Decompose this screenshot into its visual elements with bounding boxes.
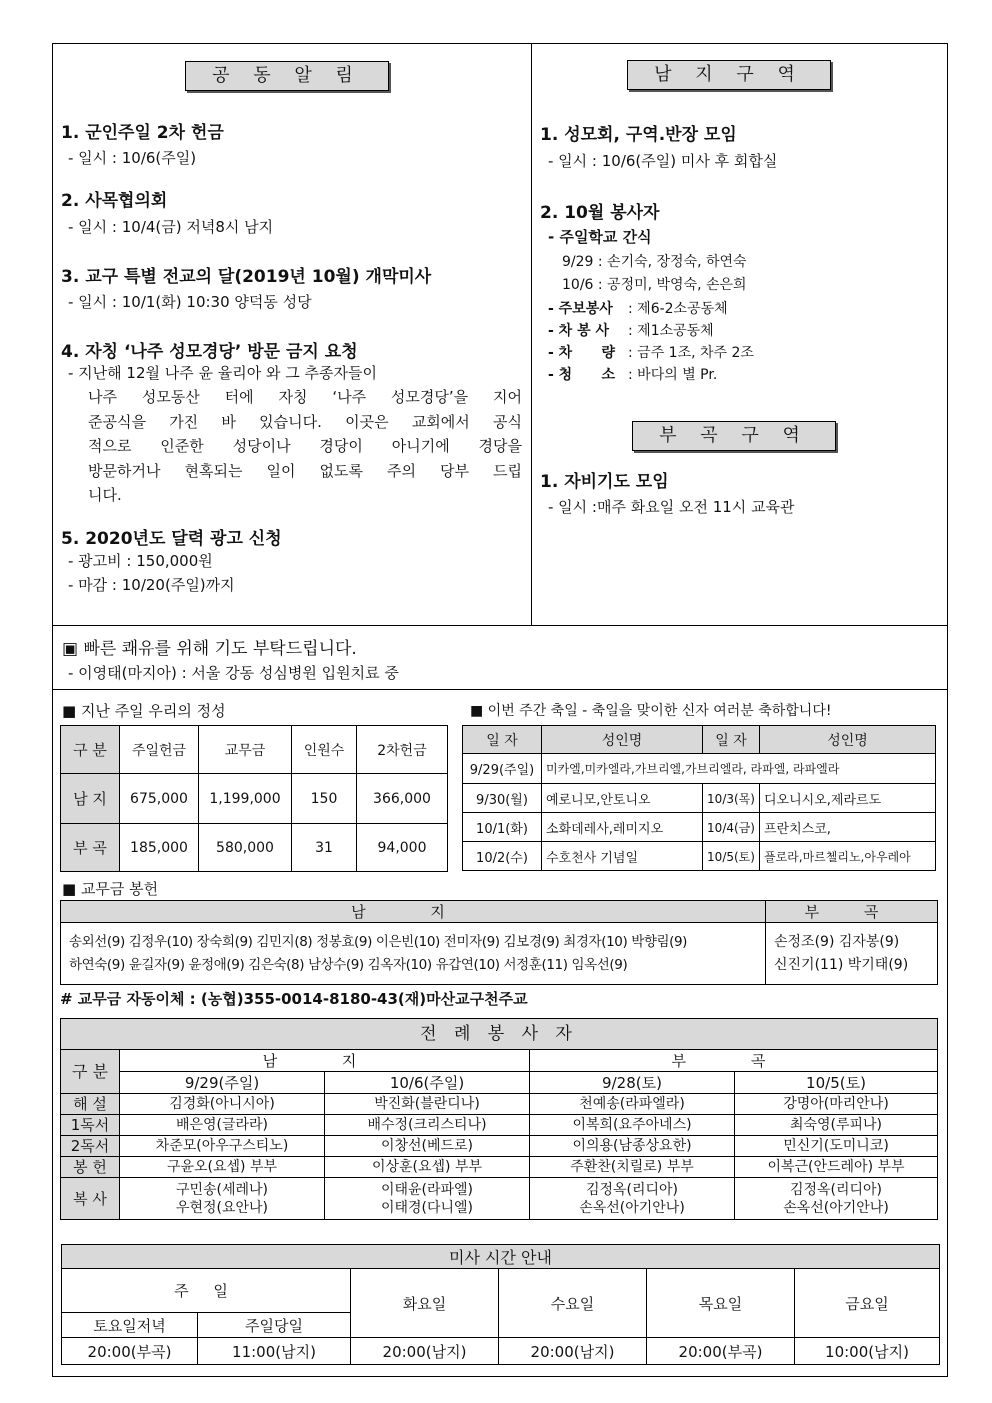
minister-cell: 이상훈(요셉) 부부 <box>325 1157 530 1178</box>
minister-cell: 이의용(남종상요한) <box>530 1136 735 1157</box>
notice-4-line-2: 나주 성모동산 터에 자칭 ‘나주 성모경당’을 지어 <box>88 388 522 406</box>
notice-4-title: 4. 자칭 ‘나주 성모경당’ 방문 금지 요청 <box>61 342 358 362</box>
offering-title: ■ 지난 주일 우리의 정성 <box>62 702 226 720</box>
notice-2-line: - 일시 : 10/4(금) 저녁8시 남지 <box>68 218 274 236</box>
mass-day: 수요일 <box>499 1269 647 1338</box>
feast-names: 소화데레사,레미지오 <box>542 813 703 842</box>
namji-role-1-value: : 제6-2소공동체 <box>628 301 728 317</box>
ministers-title: 전 례 봉 사 자 <box>61 1019 938 1050</box>
namji-header: 남 지 구 역 <box>627 60 831 90</box>
ministers-role: 해 설 <box>61 1094 120 1115</box>
mass-title: 미사 시간 안내 <box>62 1245 940 1269</box>
feast-header-date: 일 자 <box>463 726 542 754</box>
ministers-role: 봉 헌 <box>61 1157 120 1178</box>
feast-date: 10/2(수) <box>463 842 542 871</box>
bugok-header: 부 곡 구 역 <box>632 421 836 451</box>
ministers-category: 구 분 <box>61 1050 120 1094</box>
notice-4-line-5: 방문하거나 현혹되는 일이 없도록 주의 당부 드립 <box>88 461 522 480</box>
server-name: 김정옥(리디아) <box>585 1181 679 1198</box>
minister-cell <box>735 1178 938 1220</box>
offering-header-count: 인원수 <box>292 726 357 774</box>
notice-2-title: 2. 사목협의회 <box>61 191 168 211</box>
ministers-date: 10/6(주일) <box>325 1072 530 1094</box>
notice-5-line-2: - 마감 : 10/20(주일)까지 <box>68 576 235 594</box>
feast-names-2: 디오니시오,제라르도 <box>760 784 936 813</box>
server-name: 이태경(다니엘) <box>380 1199 474 1216</box>
feast-names: 수호천사 기념일 <box>542 842 703 871</box>
offering-cell: 675,000 <box>120 774 199 824</box>
notice-5-title: 5. 2020년도 달력 광고 신청 <box>61 529 282 549</box>
mass-time: 10:00(남지) <box>795 1338 940 1365</box>
tithe-title: ■ 교무금 봉헌 <box>62 880 159 898</box>
minister-cell: 배은영(글라라) <box>120 1115 325 1136</box>
minister-cell <box>120 1178 325 1220</box>
common-notice-header: 공 동 알 림 <box>185 61 389 91</box>
table-row <box>61 1178 938 1220</box>
tithe-bugok-line: 신진기(11) 박기태(9) <box>774 956 909 973</box>
ministers-table <box>60 1018 938 1220</box>
offering-row-label: 남 지 <box>61 774 120 824</box>
namji-item-1-title: 1. 성모회, 구역.반장 모임 <box>540 125 737 145</box>
notice-4-line-3: 준공식을 가진 바 있습니다. 이곳은 교회에서 공식 <box>88 412 522 431</box>
minister-cell: 배수정(크리스티나) <box>325 1115 530 1136</box>
feast-header-date-2: 일 자 <box>703 726 760 754</box>
feasts-title: ■ 이번 주간 축일 - 축일을 맞이한 신자 여러분 축하합니다! <box>470 703 832 719</box>
feast-date: 9/29(주일) <box>463 754 542 784</box>
offering-cell: 185,000 <box>120 824 199 872</box>
feast-names: 예로니모,안토니오 <box>542 784 703 813</box>
offering-cell: 580,000 <box>199 824 292 872</box>
notice-4-line-6: 니다. <box>88 486 122 504</box>
mass-sun-day: 주일당일 <box>198 1313 351 1338</box>
ministers-role: 1독서 <box>61 1115 120 1136</box>
ministers-role: 복 사 <box>61 1178 120 1220</box>
ministers-date: 10/5(토) <box>735 1072 938 1094</box>
section-divider-2 <box>52 689 948 690</box>
ministers-date: 9/29(주일) <box>120 1072 325 1094</box>
feast-date: 10/1(화) <box>463 813 542 842</box>
notice-4-line-1: - 지난해 12월 나주 윤 율리아 와 그 추종자들이 <box>68 364 377 382</box>
table-row <box>61 1157 938 1178</box>
minister-cell: 최숙영(루피나) <box>735 1115 938 1136</box>
notice-3-line: - 일시 : 10/1(화) 10:30 양덕동 성당 <box>68 293 312 311</box>
table-row <box>463 754 936 784</box>
feast-date-2: 10/4(금) <box>703 813 760 842</box>
column-divider <box>531 43 532 625</box>
mass-time: 20:00(남지) <box>351 1338 499 1365</box>
namji-role-3-value: : 금주 1조, 차주 2조 <box>628 345 754 361</box>
table-row <box>62 1338 940 1365</box>
mass-time: 20:00(부곡) <box>647 1338 795 1365</box>
mass-time: 11:00(남지) <box>198 1338 351 1365</box>
tithe-table <box>60 900 938 985</box>
notice-4-paragraph <box>88 385 522 508</box>
offering-table <box>60 725 448 872</box>
minister-cell: 박진화(블란디나) <box>325 1094 530 1115</box>
namji-role-4-value: : 바다의 별 Pr. <box>628 367 718 383</box>
section-divider-1 <box>52 625 948 626</box>
feast-header-saint: 성인명 <box>542 726 703 754</box>
offering-header-tithe: 교무금 <box>199 726 292 774</box>
server-name: 손옥선(아기안나) <box>783 1199 889 1216</box>
mass-time: 20:00(남지) <box>499 1338 647 1365</box>
server-name: 김정옥(리디아) <box>789 1181 883 1198</box>
table-row <box>463 813 936 842</box>
namji-school-title: - 주일학교 간식 <box>548 228 652 246</box>
tithe-namji-line: 하연숙(9) 윤길자(9) 윤정애(9) 김은숙(8) 남상수(9) 김옥자(10) 유갑연(10) 서정훈(11) 임옥선(9) <box>69 956 628 973</box>
namji-role-2-label: - 차 봉 사 <box>548 323 610 339</box>
notice-4-line-4: 적으로 인준한 성당이나 경당이 아니기에 경당을 <box>88 437 522 455</box>
minister-cell: 구윤오(요셉) 부부 <box>120 1157 325 1178</box>
offering-header-second: 2차헌금 <box>357 726 448 774</box>
minister-cell: 이복희(요주아네스) <box>530 1115 735 1136</box>
mass-sunday-header: 주 일 <box>62 1269 351 1313</box>
feast-date-2: 10/5(토) <box>703 842 760 871</box>
mass-time: 20:00(부곡) <box>62 1338 198 1365</box>
feast-date: 9/30(월) <box>463 784 542 813</box>
minister-cell: 강명아(마리안나) <box>735 1094 938 1115</box>
notice-3-title: 3. 교구 특별 전교의 달(2019년 10월) 개막미사 <box>61 267 432 287</box>
offering-cell: 366,000 <box>357 774 448 824</box>
namji-role-1-label: - 주보봉사 <box>548 301 613 317</box>
server-name: 손옥선(아기안나) <box>579 1199 685 1216</box>
bugok-item-1-line: - 일시 :매주 화요일 오전 11시 교육관 <box>548 498 795 516</box>
tithe-namji-line: 송외선(9) 김정우(10) 장숙희(9) 김민지(8) 정봉효(9) 이은빈(10) 전미자(9) 김보경(9) 최경자(10) 박향림(9) <box>69 933 688 950</box>
namji-role-2-value: : 제1소공동체 <box>628 323 714 339</box>
namji-school-line-2: 10/6 : 공정미, 박영숙, 손은희 <box>562 277 747 293</box>
table-row <box>463 842 936 871</box>
tithe-bugok-header: 부 곡 <box>766 901 938 923</box>
offering-cell: 1,199,000 <box>199 774 292 824</box>
namji-school-line-1: 9/29 : 손기숙, 장정숙, 하연숙 <box>562 254 747 270</box>
tithe-bugok-line: 손정조(9) 김자봉(9) <box>774 933 900 950</box>
minister-cell: 이복근(안드레아) 부부 <box>735 1157 938 1178</box>
notice-1-line: - 일시 : 10/6(주일) <box>68 149 197 167</box>
namji-item-1-line: - 일시 : 10/6(주일) 미사 후 회합실 <box>548 152 778 170</box>
minister-cell: 차준모(아우구스티노) <box>120 1136 325 1157</box>
mass-sat-eve: 토요일저녁 <box>62 1313 198 1338</box>
tithe-namji-names <box>61 923 766 985</box>
minister-cell: 천예송(라파엘라) <box>530 1094 735 1115</box>
prayer-line: - 이영태(마지아) : 서울 강동 성심병원 입원치료 중 <box>68 664 399 682</box>
offering-row-label: 부 곡 <box>61 824 120 872</box>
namji-role-3-label: - 차 량 <box>548 345 615 361</box>
feast-names: 미카엘,미카엘라,가브리엘,가브리엘라, 라파엘, 라파엘라 <box>542 754 936 784</box>
feast-names-2: 프란치스코, <box>760 813 936 842</box>
table-row <box>463 784 936 813</box>
server-name: 우현정(요안나) <box>175 1199 269 1216</box>
ministers-date: 9/28(토) <box>530 1072 735 1094</box>
minister-cell <box>325 1178 530 1220</box>
table-row <box>61 774 448 824</box>
minister-cell: 민신기(도미니코) <box>735 1136 938 1157</box>
bugok-item-1-title: 1. 자비기도 모임 <box>540 472 669 492</box>
ministers-namji-header: 남 지 <box>120 1050 530 1072</box>
offering-cell: 94,000 <box>357 824 448 872</box>
tithe-account: # 교무금 자동이체 : (농협)355-0014-8180-43(재)마산교구천주교 <box>60 990 528 1008</box>
minister-cell: 주환찬(치릴로) 부부 <box>530 1157 735 1178</box>
mass-day: 금요일 <box>795 1269 940 1338</box>
offering-header-sunday: 주일헌금 <box>120 726 199 774</box>
feasts-table <box>462 725 936 871</box>
minister-cell: 김경화(아니시아) <box>120 1094 325 1115</box>
namji-item-2-title: 2. 10월 봉사자 <box>540 203 660 223</box>
mass-day: 목요일 <box>647 1269 795 1338</box>
table-row <box>61 1136 938 1157</box>
notice-1-title: 1. 군인주일 2차 헌금 <box>61 123 224 143</box>
tithe-namji-header: 남 지 <box>61 901 766 923</box>
prayer-title: ▣ 빠른 쾌유를 위해 기도 부탁드립니다. <box>62 639 357 659</box>
feast-date-2: 10/3(목) <box>703 784 760 813</box>
offering-cell: 150 <box>292 774 357 824</box>
mass-day: 화요일 <box>351 1269 499 1338</box>
minister-cell: 이창선(베드로) <box>325 1136 530 1157</box>
feast-names-2: 플로라,마르첼리노,아우레아 <box>760 842 936 871</box>
table-row <box>61 1094 938 1115</box>
offering-cell: 31 <box>292 824 357 872</box>
table-row <box>61 1115 938 1136</box>
feast-header-saint-2: 성인명 <box>760 726 936 754</box>
mass-times-table <box>61 1244 940 1365</box>
ministers-role: 2독서 <box>61 1136 120 1157</box>
ministers-bugok-header: 부 곡 <box>530 1050 938 1072</box>
namji-role-4-label: - 청 소 <box>548 367 615 383</box>
notice-5-line-1: - 광고비 : 150,000원 <box>68 552 213 570</box>
table-row <box>61 824 448 872</box>
server-name: 구민송(세레나) <box>175 1181 269 1198</box>
minister-cell <box>530 1178 735 1220</box>
offering-header-category: 구 분 <box>61 726 120 774</box>
server-name: 이태윤(라파엘) <box>380 1181 474 1198</box>
tithe-bugok-names <box>766 923 938 985</box>
